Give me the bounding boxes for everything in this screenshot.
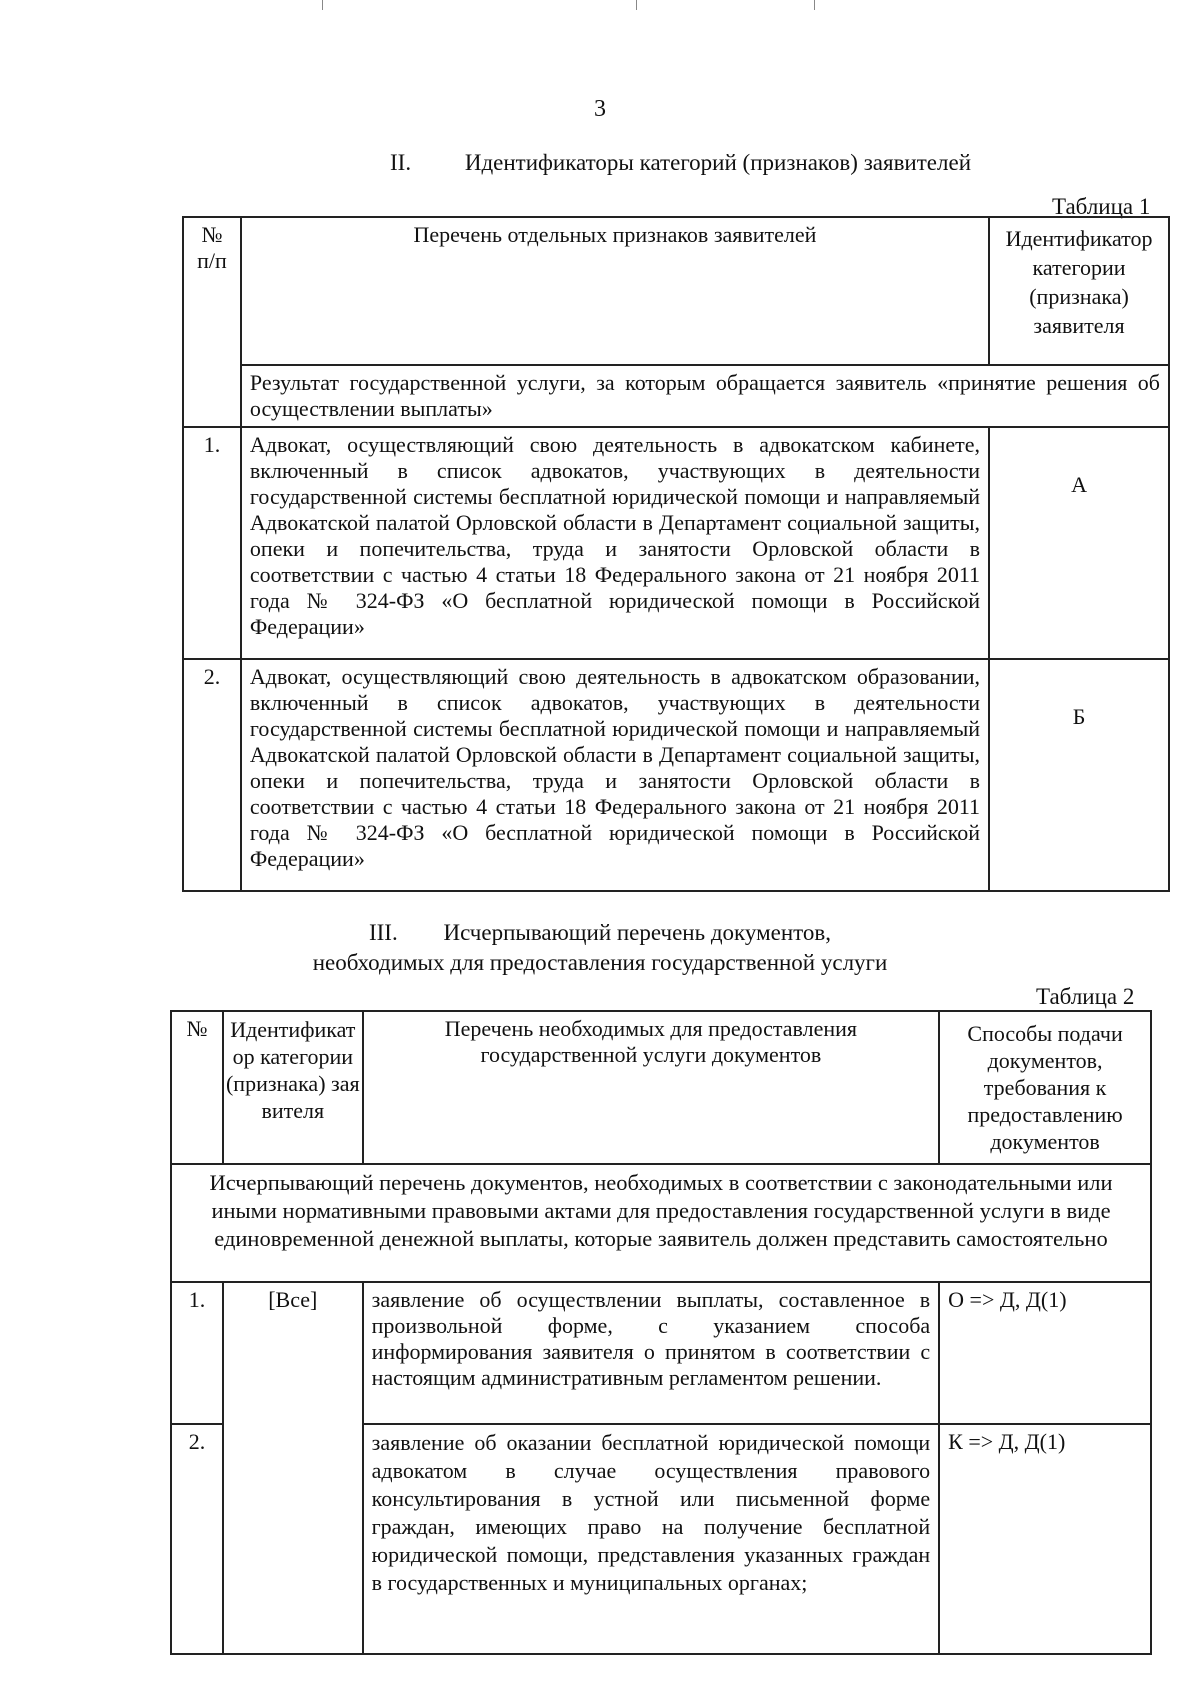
section-3-heading (0, 918, 1200, 978)
section-3-title: Исчерпывающий перечень документов, (443, 920, 832, 945)
table-2-row-document: заявление об осуществлении выплаты, составленное в произвольной форме, с указанием способа информирования заявителя о принятом в соответствии с настоящим административным регламентом решении. (363, 1282, 940, 1424)
table-row (183, 427, 1169, 659)
table-1-header-row (183, 217, 1169, 365)
table-1 (182, 216, 1170, 892)
table-1-row-identifier: Б (989, 659, 1169, 891)
table-1-row-number: 2. (183, 659, 241, 891)
table-2-group-identifier: [Все] (223, 1282, 363, 1654)
section-2-heading (390, 148, 971, 178)
table-1-header-num: № п/п (183, 217, 241, 427)
table-1-result-text: Результат государственной услуги, за которым обращается заявитель «принятие решения об осуществлении выплаты» (241, 365, 1169, 427)
table-1-result-row (183, 365, 1169, 427)
section-3-title-line-2: необходимых для предоставления государственной услуги (312, 950, 888, 975)
table-2-header-num: № (171, 1011, 223, 1164)
table-2-row-number: 1. (171, 1282, 223, 1424)
table-2-row-method: К => Д, Д(1) (939, 1424, 1151, 1654)
table-2-row-document: заявление об оказании бесплатной юридической помощи адвокатом в случае осуществления правового консультирования в устной или письменной форме граждан, имеющих право на получение бесплатной юридической помощи, представления указанных граждан в государственных и муниципальных органах; (363, 1424, 940, 1654)
table-row (183, 659, 1169, 891)
table-1-row-text: Адвокат, осуществляющий свою деятельность в адвокатском кабинете, включенный в список адвокатов, участвующих в деятельности государственной системы бесплатной юридической помощи и направляемый Адвокатской палатой Орловской области в Департамент социальной защиты, опеки и попечительства, труда и занятости Орловской области в соответствии с частью 4 статьи 18 Федерального закона от 21 ноября 2011 года № 324-ФЗ «О бесплатной юридической помощи в Российской Федерации» (241, 427, 989, 659)
table-1-header-identifier: Идентификатор категории (признака) заявителя (989, 217, 1169, 365)
table-1-header-features: Перечень отдельных признаков заявителей (241, 217, 989, 365)
table-2-label: Таблица 2 (1036, 984, 1135, 1009)
table-2-subheader-row (171, 1164, 1151, 1282)
page-number: 3 (594, 96, 606, 122)
table-2-header-row (171, 1011, 1151, 1164)
table-2 (170, 1010, 1152, 1655)
scan-mark (814, 0, 815, 10)
table-1-row-identifier: А (989, 427, 1169, 659)
table-row (171, 1282, 1151, 1424)
table-2-header-methods: Способы подачи документов, требования к предоставлению документов (939, 1011, 1151, 1164)
table-2-header-identifier: Идентификатор категории (признака) заявителя (223, 1011, 363, 1164)
section-2-title: Идентификаторы категорий (признаков) заявителей (464, 150, 971, 175)
scan-mark (322, 0, 323, 10)
table-1-row-number: 1. (183, 427, 241, 659)
table-2-header-documents: Перечень необходимых для предоставления государственной услуги документов (363, 1011, 940, 1164)
section-3-number: III. (368, 920, 398, 945)
table-2-row-number: 2. (171, 1424, 223, 1654)
section-2-number: II. (390, 150, 412, 175)
scan-mark (636, 0, 637, 10)
table-2-row-method: О => Д, Д(1) (939, 1282, 1151, 1424)
section-3-title-line-1 (0, 918, 1200, 948)
table-1-row-text: Адвокат, осуществляющий свою деятельность в адвокатском образовании, включенный в список адвокатов, участвующих в деятельности государственной системы бесплатной юридической помощи и направляемый Адвокатской палатой Орловской области в Департамент социальной защиты, опеки и попечительства, труда и занятости Орловской области в соответствии с частью 4 статьи 18 Федерального закона от 21 ноября 2011 года № 324-ФЗ «О бесплатной юридической помощи в Российской Федерации» (241, 659, 989, 891)
table-1-label: Таблица 1 (1052, 194, 1151, 219)
table-2-subheader: Исчерпывающий перечень документов, необходимых в соответствии с законодательными или иными нормативными правовыми актами для предоставления государственной услуги в виде единовременной денежной выплаты, которые заявитель должен представить самостоятельно (171, 1164, 1151, 1282)
